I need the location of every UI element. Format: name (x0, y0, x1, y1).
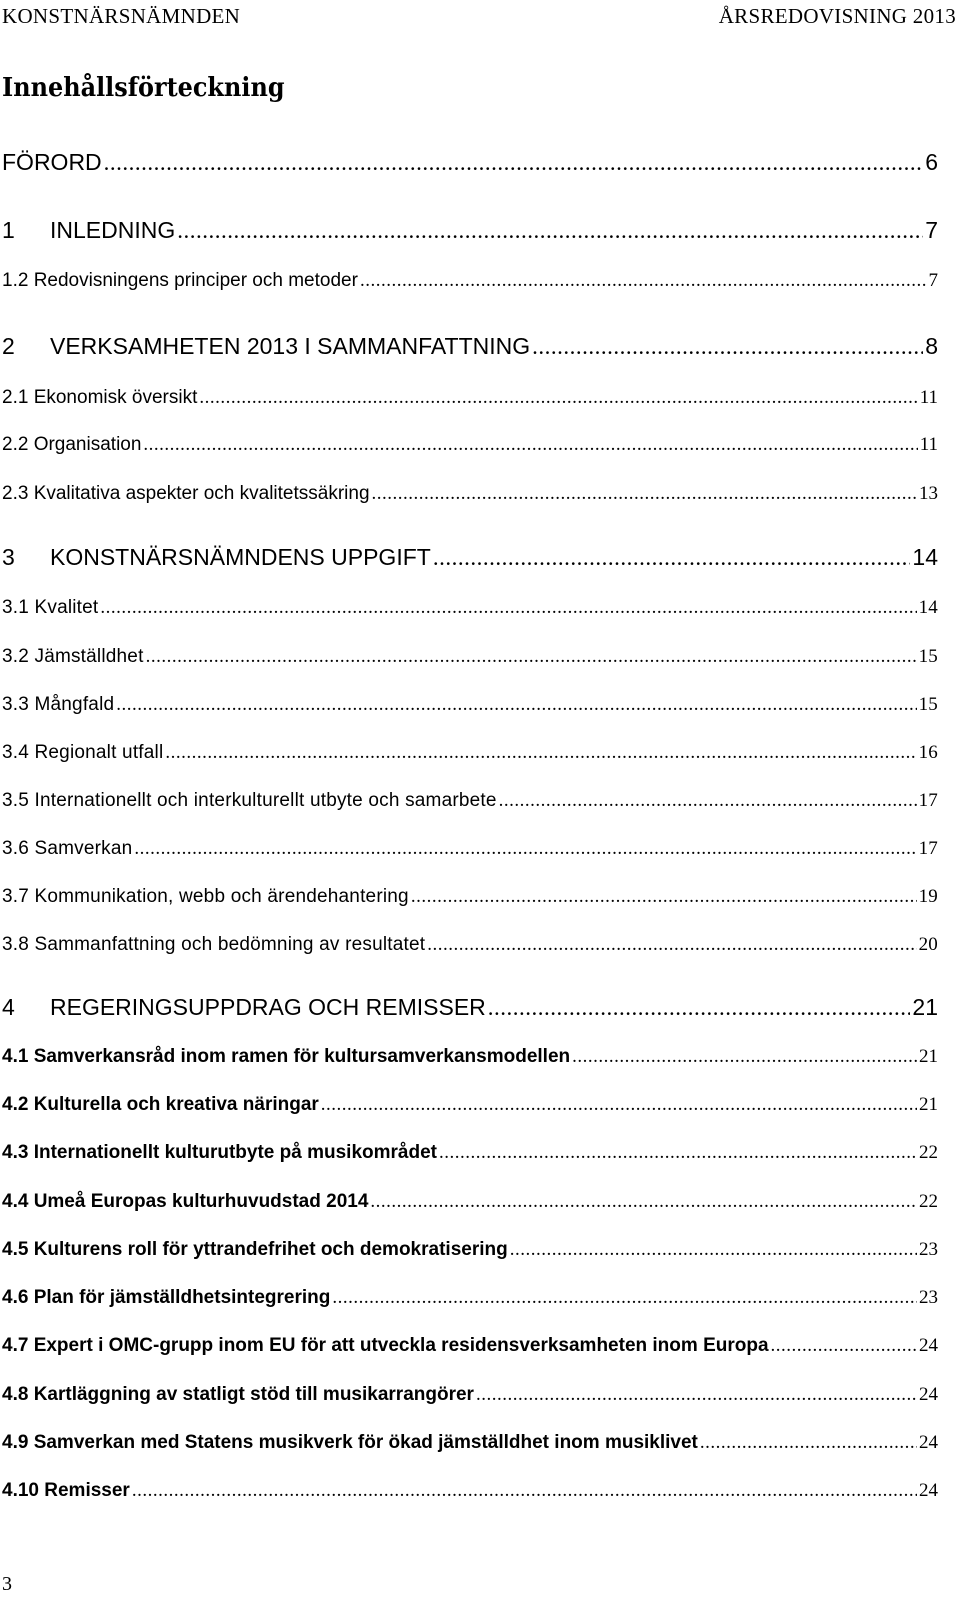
toc-entry-page: 24 (919, 1432, 938, 1453)
toc-entry-text: 4.10 Remisser (2, 1480, 130, 1501)
toc-entry-page: 11 (919, 387, 938, 408)
toc-entry-4-9[interactable] (2, 1432, 938, 1455)
toc-leader-dots (177, 217, 923, 245)
toc-entry-text: 4.6 Plan för jämställdhetsintegrering (2, 1287, 331, 1308)
toc-leader-dots (165, 742, 916, 765)
toc-entry-text: FÖRORD (2, 149, 102, 175)
toc-leader-dots (427, 934, 916, 957)
toc-entry-chapter-3[interactable] (2, 544, 938, 572)
toc-entry-4-2[interactable] (2, 1094, 938, 1117)
toc-leader-dots (370, 1191, 917, 1214)
toc-entry-chapter-1[interactable] (2, 217, 938, 245)
toc-leader-dots (116, 694, 916, 717)
toc-chapter-number: 2 (2, 333, 15, 359)
toc-entry-page: 19 (918, 886, 938, 907)
toc-entry-page: 16 (918, 742, 938, 763)
toc-leader-dots (146, 646, 917, 669)
toc-entry-4-1[interactable] (2, 1046, 938, 1069)
toc-entry-text: 3.2 Jämställdhet (2, 646, 144, 667)
page-number: 3 (2, 1573, 12, 1595)
toc-leader-dots (510, 1239, 917, 1262)
toc-entry-text: 1.2 Redovisningens principer och metoder (2, 270, 358, 291)
toc-entry-text: 3.1 Kvalitet (2, 597, 99, 618)
toc-entry-2-2[interactable] (2, 434, 938, 457)
toc-entry-page: 17 (918, 790, 938, 811)
toc-entry-text: REGERINGSUPPDRAG OCH REMISSER (50, 994, 486, 1020)
toc-entry-text: 4.2 Kulturella och kreativa näringar (2, 1094, 319, 1115)
toc-entry-chapter-2[interactable] (2, 333, 938, 361)
toc-entry-3-1[interactable] (2, 597, 938, 620)
toc-leader-dots (332, 1287, 917, 1310)
toc-entry-page: 13 (919, 483, 938, 504)
toc-entry-4-10[interactable] (2, 1480, 938, 1503)
toc-entry-page: 8 (925, 333, 938, 359)
toc-entry-page: 14 (918, 597, 938, 618)
toc-leader-dots (411, 886, 917, 909)
running-header (0, 4, 958, 32)
toc-entry-1-2[interactable] (2, 270, 938, 293)
toc-entry-text: 3.8 Sammanfattning och bedömning av resultatet (2, 934, 426, 955)
toc-entry-page: 23 (919, 1287, 938, 1308)
toc-entry-3-8[interactable] (2, 934, 938, 957)
toc-entry-text: 4.5 Kulturens roll för yttrandefrihet och demokratisering (2, 1239, 508, 1260)
toc-entry-page: 22 (919, 1191, 938, 1212)
toc-entry-page: 15 (918, 694, 938, 715)
toc-entry-chapter-4[interactable] (2, 994, 938, 1022)
toc-entry-page: 22 (919, 1142, 938, 1163)
toc-entry-3-4[interactable] (2, 742, 938, 765)
toc-entry-page: 6 (925, 149, 938, 175)
toc-leader-dots (532, 333, 923, 361)
toc-entry-text: 4.4 Umeå Europas kulturhuvudstad 2014 (2, 1191, 369, 1212)
toc-entry-text: 3.4 Regionalt utfall (2, 742, 164, 763)
toc-entry-4-6[interactable] (2, 1287, 938, 1310)
toc-entry-text: 4.1 Samverkansråd inom ramen för kultursamverkansmodellen (2, 1046, 571, 1067)
toc-entry-text: 3.7 Kommunikation, webb och ärendehantering (2, 886, 409, 907)
toc-entry-page: 23 (919, 1239, 938, 1260)
toc-entry-page: 7 (928, 270, 938, 291)
toc-leader-dots (104, 149, 924, 177)
toc-entry-2-1[interactable] (2, 387, 938, 410)
toc-entry-3-7[interactable] (2, 886, 938, 909)
toc-leader-dots (100, 597, 916, 620)
toc-leader-dots (433, 544, 911, 572)
toc-leader-dots (134, 838, 916, 861)
toc-entry-4-5[interactable] (2, 1239, 938, 1262)
toc-leader-dots (321, 1094, 917, 1117)
toc-entry-page: 20 (918, 934, 938, 955)
toc-entry-text: 2.3 Kvalitativa aspekter och kvalitetssäkring (2, 483, 370, 504)
toc-entry-fororod[interactable] (2, 149, 938, 177)
toc-entry-3-2[interactable] (2, 646, 938, 669)
toc-entry-page: 24 (919, 1335, 938, 1356)
toc-entry-page: 11 (919, 434, 938, 455)
toc-entry-text: 4.8 Kartläggning av statligt stöd till musikarrangörer (2, 1384, 474, 1405)
toc-leader-dots (360, 270, 927, 293)
toc-leader-dots (372, 483, 917, 506)
toc-entry-text: VERKSAMHETEN 2013 I SAMMANFATTNING (50, 333, 531, 359)
header-report-title: ÅRSREDOVISNING 2013 (718, 4, 956, 28)
toc-leader-dots (199, 387, 917, 410)
toc-entry-text: 3.3 Mångfald (2, 694, 115, 715)
toc-entry-page: 14 (912, 544, 938, 570)
toc-entry-4-3[interactable] (2, 1142, 938, 1165)
toc-entry-page: 24 (919, 1384, 938, 1405)
toc-entry-4-7[interactable] (2, 1335, 938, 1358)
toc-chapter-number: 4 (2, 994, 15, 1020)
toc-entry-3-3[interactable] (2, 694, 938, 717)
toc-entry-page: 21 (919, 1094, 938, 1115)
toc-entry-text: 3.6 Samverkan (2, 838, 133, 859)
toc-entry-text: 4.9 Samverkan med Statens musikverk för ökad jämställdhet inom musiklivet (2, 1432, 698, 1453)
toc-leader-dots (488, 994, 911, 1022)
toc-entry-4-8[interactable] (2, 1384, 938, 1407)
toc-leader-dots (499, 790, 917, 813)
toc-entry-text: 4.3 Internationellt kulturutbyte på musikområdet (2, 1142, 437, 1163)
toc-entry-3-6[interactable] (2, 838, 938, 861)
toc-entry-3-5[interactable] (2, 790, 938, 813)
toc-leader-dots (439, 1142, 917, 1165)
toc-leader-dots (771, 1335, 917, 1358)
toc-entry-text: 2.2 Organisation (2, 434, 142, 455)
toc-entry-text: 3.5 Internationellt och interkulturellt utbyte och samarbete (2, 790, 497, 811)
toc-chapter-number: 3 (2, 544, 15, 570)
toc-leader-dots (572, 1046, 917, 1069)
toc-entry-page: 21 (919, 1046, 938, 1067)
toc-title: Innehållsförteckning (2, 73, 285, 103)
toc-leader-dots (132, 1480, 917, 1503)
toc-leader-dots (143, 434, 917, 457)
toc-entry-text: INLEDNING (50, 217, 176, 243)
toc-entry-page: 7 (925, 217, 938, 243)
toc-entry-text: 4.7 Expert i OMC-grupp inom EU för att utveckla residensverksamheten inom Europa (2, 1335, 769, 1356)
toc-entry-text: KONSTNÄRSNÄMNDENS UPPGIFT (50, 544, 431, 570)
toc-entry-page: 17 (918, 838, 938, 859)
toc-entry-2-3[interactable] (2, 483, 938, 506)
toc-entry-page: 15 (918, 646, 938, 667)
toc-entry-text: 2.1 Ekonomisk översikt (2, 387, 198, 408)
toc-leader-dots (476, 1384, 917, 1407)
header-organization: KONSTNÄRSNÄMNDEN (2, 4, 241, 28)
toc-entry-page: 24 (919, 1480, 938, 1501)
toc-entry-4-4[interactable] (2, 1191, 938, 1214)
toc-leader-dots (700, 1432, 917, 1455)
toc-chapter-number: 1 (2, 217, 15, 243)
toc-entry-page: 21 (912, 994, 938, 1020)
